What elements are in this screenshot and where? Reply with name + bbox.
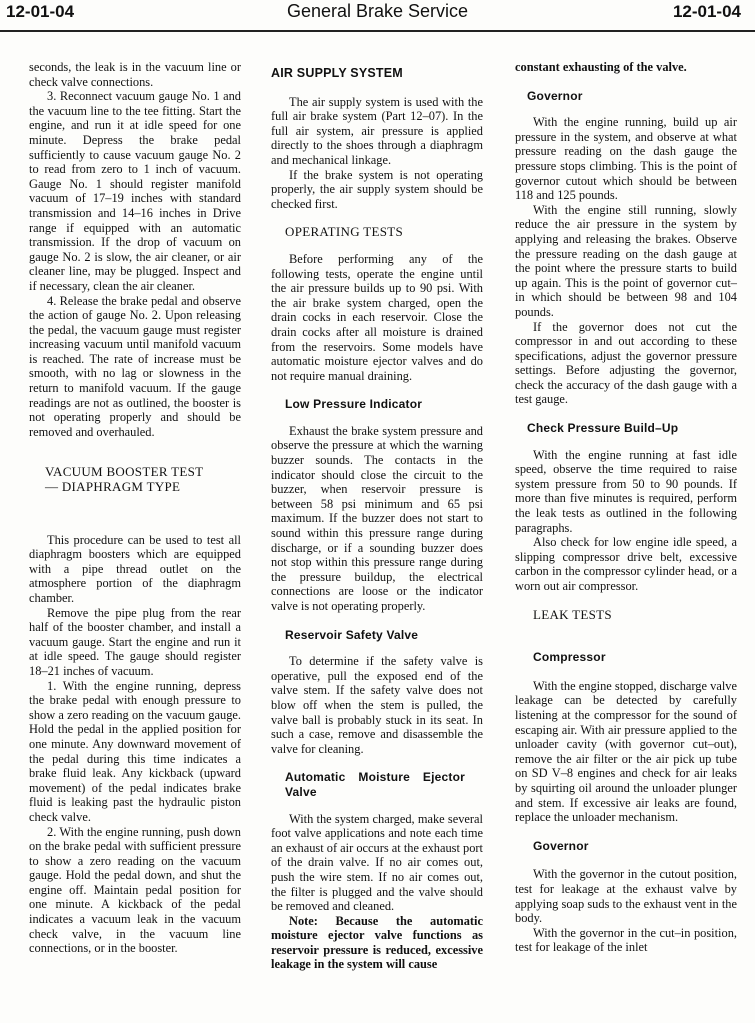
paragraph: constant exhausting of the valve.	[515, 60, 687, 74]
paragraph: With the governor in the cut–in position, test for leakage of the inlet	[515, 925, 737, 955]
paragraph: 3. Reconnect vacuum gauge No. 1 and the vacuum line to the tee fitting. Start the engine, and run it at idle speed for one minute. Depress the brake pedal sufficiently to cause vacuum gauge No. 2 to read from zero to 1 inch of vacuum. Gauge No. 1 should register manifold vacuum of 17–19 inches with standard transmission and 14–16 inches in Drive range if equipped with an automatic transmission. If the drop of vacuum on gauge No. 2 is slow, the air cleaner, or air cleaner line, may be plugged. Inspect and if necessary, clean the air cleaner.	[29, 89, 241, 293]
paragraph: Also check for low engine idle speed, a slipping compressor drive belt, excessive carbon in the compressor cylinder head, or a worn out air compressor.	[515, 535, 737, 593]
paragraph: If the brake system is not operating properly, the air supply system should be checked first.	[271, 167, 483, 211]
page-number-right: 12-01-04	[672, 2, 741, 21]
paragraph: The air supply system is used with the full air brake system (Part 12–07). In the full air system, air pressure is applied directly to the shoes through a diaphragm and mechanical linkage.	[271, 94, 483, 167]
paragraph: If the governor does not cut the compressor in and out according to these specifications, adjust the governor pressure settings. Before adjusting the governor, check the accuracy of the dash gauge with a test gauge.	[515, 319, 737, 407]
paragraph: 4. Release the brake pedal and observe the action of gauge No. 2. Upon releasing the pedal, the vacuum gauge must register increasing vacuum until manifold vacuum is reached. The rate of increase must be smooth, with no lag or slowness in the return to manifold vacuum. If the gauge readings are not as outlined, the booster is not operating properly and should be removed and overhauled.	[29, 293, 241, 439]
paragraph: With the engine running at fast idle speed, observe the time required to raise system pressure from 50 to 90 pounds. If more than five minutes is required, perform the leak tests as outlined in the following paragraphs.	[515, 447, 737, 535]
paragraph: 1. With the engine running, depress the brake pedal with enough pressure to show a zero reading on the vacuum gauge. Hold the pedal in the applied position for one minute. Any downward movement of the pedal during this time indicates a brake fluid leak. Any kickback (upward movement) of the pedal indicates brake fluid is leaking past the hydraulic piston check valve.	[29, 678, 241, 824]
subsection-heading: Compressor	[533, 650, 606, 665]
paragraph: seconds, the leak is in the vacuum line or check valve connections.	[29, 60, 241, 89]
section-heading: LEAK TESTS	[533, 606, 612, 622]
paragraph: With the governor in the cutout position, test for leakage at the exhaust valve by applying soap suds to the exhaust vent in the body.	[515, 867, 737, 926]
paragraph: With the engine stopped, discharge valve leakage can be detected by carefully listening at the compressor for the sound of escaping air. With air pressure applied to the unloader cavity (with governor cut–out), remove the air filter or the air pick up tube on SD V–8 engines and check for air leaks by squirting oil around the unloader plunger and stem. If excessive air leaks are found, replace the unloader mechanism.	[515, 678, 737, 825]
column-right	[515, 60, 737, 955]
section-title: General Brake Service	[286, 1, 469, 21]
subsection-heading: Governor	[527, 88, 583, 103]
subsection-heading: Low Pressure Indicator	[285, 397, 423, 412]
paragraph: With the engine running, build up air pressure in the system, and observe at what pressure reading on the dash gauge the pressure stops climbing. This is the point of governor cutout which should be between 118 and 125 pounds.	[515, 115, 737, 203]
subsection-heading: Check Pressure Build–Up	[527, 421, 679, 436]
paragraph: Before performing any of the following tests, operate the engine until the air pressure builds up to 90 psi. With the air brake system charged, open the drain cocks in each reservoir. Close the drain cocks after all moisture is drained from the reservoirs. Some models have automatic moisture ejector valves and do not require manual draining.	[271, 251, 483, 383]
paragraph: With the system charged, make several foot valve applications and note each time an exhaust of air occurs at the exhaust port of the drain valve. If no air comes out, push the wire stem. If no air comes out, the filter is plugged and the valve should be removed and cleaned.	[271, 811, 483, 914]
paragraph: Exhaust the brake system pressure and observe the pressure at which the warning buzzer sounds. The contacts in the indicator should close the circuit to the buzzer, when reservoir pressure is between 58 psi minimum and 65 psi maximum. If the buzzer does not start to sound within this pressure range during discharge, or if a sounding buzzer does not stop within this pressure range during the pressure buildup, the electrical connections are loose or the indicator valve is not operating properly.	[271, 423, 483, 613]
paragraph: To determine if the safety valve is operative, pull the exposed end of the valve stem. If the safety valve does not blow off when the stem is pulled, the valve ball is probably stuck in its seat. In such a case, remove and disassemble the valve for cleaning.	[271, 654, 483, 756]
section-heading: AIR SUPPLY SYSTEM	[271, 66, 403, 80]
subsection-heading: Automatic Moisture Ejector Valve	[285, 770, 465, 799]
section-heading: OPERATING TESTS	[285, 224, 404, 240]
paragraph: 2. With the engine running, push down on the brake pedal with sufficient pressure to show a zero reading on the vacuum gauge. Hold the pedal down, and shut the engine off. Maintain pedal position for one minute. A kickback of the pedal indicates a vacuum leak in the vacuum check valve, in the vacuum line connections, or in the booster.	[29, 824, 241, 956]
note-paragraph: Note: Because the automatic moisture ejector valve functions as reservoir pressure is reduced, excessive leakage in the system will cause	[271, 913, 483, 972]
paragraph: Remove the pipe plug from the rear half of the booster chamber, and install a vacuum gauge. Start the engine and run it at idle speed. The gauge should register 18–21 inches of vacuum.	[29, 605, 241, 678]
subsection-heading: Governor	[533, 838, 589, 853]
column-left	[29, 60, 241, 956]
paragraph: This procedure can be used to test all diaphragm boosters which are equipped with a pipe thread outlet on the atmosphere portion of the diaphragm chamber.	[29, 532, 241, 605]
subsection-heading: Reservoir Safety Valve	[285, 627, 419, 642]
page-number-left: 12-01-04	[6, 2, 75, 21]
paragraph: With the engine still running, slowly reduce the air pressure in the system by applying and releasing the brakes. Observe the pressure reading on the dash gauge at the point where the pressure starts to build up again. This is the point of governor cut–in which should be between 98 and 104 pounds.	[515, 202, 737, 319]
page-header	[0, 0, 755, 32]
section-heading: VACUUM BOOSTER TEST— DIAPHRAGM TYPE	[45, 464, 204, 495]
column-middle	[271, 66, 483, 972]
